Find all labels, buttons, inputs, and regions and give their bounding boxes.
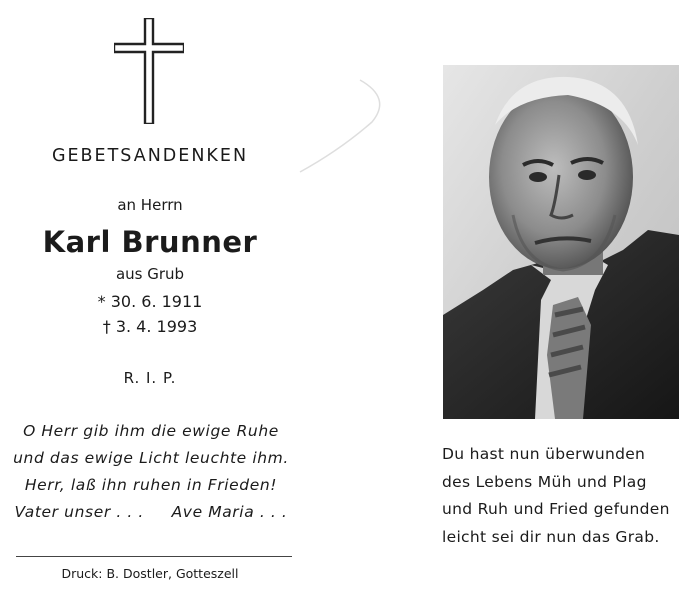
verse [442,441,694,551]
verse-line: leicht sei dir nun das Grab. [442,527,660,546]
prayer-line: Vater unser . . . Ave Maria . . . [14,503,288,521]
cross-icon [114,18,184,124]
prayer [6,418,296,526]
left-panel [0,0,300,591]
birth-date: * 30. 6. 1911 [97,292,203,311]
heading: GEBETSANDENKEN [51,146,249,166]
prayer-line: O Herr gib ihm die ewige Ruhe [23,422,279,440]
portrait-photo [443,65,679,419]
deceased-name: Karl Brunner [42,225,258,259]
divider [16,556,292,557]
prayer-line: Herr, laß ihn ruhen in Frieden! [24,476,278,494]
origin: aus Grub [115,265,185,283]
printer-credit: Druck: B. Dostler, Gotteszell [61,566,239,581]
verse-line: des Lebens Müh und Plag [442,472,647,491]
verse-line: Du hast nun überwunden [442,445,646,463]
prayer-line: und das ewige Licht leuchte ihm. [13,449,289,467]
death-date: † 3. 4. 1993 [102,317,198,336]
salutation: an Herrn [117,196,183,214]
verse-line: und Ruh und Fried gefunden [442,500,670,518]
rip-text: R. I. P. [123,369,177,387]
